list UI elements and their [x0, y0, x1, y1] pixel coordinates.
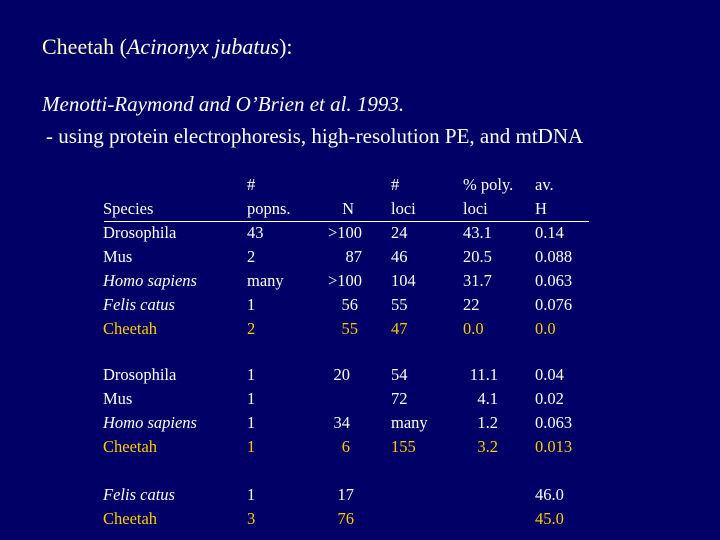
header-loci-line2: loci [391, 199, 416, 218]
g1-species-mus: Mus [103, 247, 133, 266]
citation: Menotti-Raymond and O’Brien et al. 1993. [42, 92, 405, 116]
g1-loci-homo: 104 [391, 271, 416, 290]
slide-title [42, 34, 293, 60]
g2-poly-cheetah: 3.2 [477, 437, 498, 456]
g3-n-felis: 17 [337, 485, 354, 504]
g1-loci-cheetah: 47 [391, 319, 408, 338]
g1-poly-felis: 22 [463, 295, 480, 314]
g1-popns-homo: many [247, 271, 284, 290]
header-poly-line2: loci [463, 199, 488, 218]
header-loci-line1: # [391, 175, 400, 194]
method-line: - using protein electrophoresis, high-resolution PE, and mtDNA [46, 124, 584, 148]
g1-popns-drosophila: 43 [247, 223, 264, 242]
g2-poly-homo: 1.2 [477, 413, 498, 432]
g1-h-felis: 0.076 [535, 295, 573, 314]
title-open-paren: ( [114, 34, 127, 59]
title-scientific-name: Acinonyx jubatus [126, 34, 280, 59]
g1-n-cheetah: 55 [341, 319, 358, 338]
g2-species-drosophila: Drosophila [103, 365, 177, 384]
g1-poly-mus: 20.5 [463, 247, 492, 266]
header-n: N [342, 199, 354, 218]
g2-popns-cheetah: 1 [247, 437, 256, 456]
g2-h-homo: 0.063 [535, 413, 573, 432]
g2-species-homo: Homo sapiens [103, 413, 197, 432]
g1-loci-drosophila: 24 [391, 223, 408, 242]
g1-h-cheetah: 0.0 [535, 319, 556, 338]
g1-poly-homo: 31.7 [463, 271, 492, 290]
g3-species-felis: Felis catus [103, 485, 175, 504]
g1-h-drosophila: 0.14 [535, 223, 564, 242]
g2-n-cheetah: 6 [341, 437, 350, 456]
g2-loci-mus: 72 [391, 389, 408, 408]
g3-popns-cheetah: 3 [247, 509, 256, 528]
g2-species-mus: Mus [103, 389, 133, 408]
header-poly-line1: % poly. [463, 175, 514, 194]
g1-h-mus: 0.088 [535, 247, 573, 266]
g2-loci-homo: many [391, 413, 428, 432]
g3-h-cheetah: 45.0 [535, 509, 564, 528]
g2-n-homo: 34 [333, 413, 350, 432]
g2-h-drosophila: 0.04 [535, 365, 564, 384]
g1-n-mus: 87 [345, 247, 362, 266]
g1-species-homo: Homo sapiens [103, 271, 197, 290]
g2-poly-drosophila: 11.1 [469, 365, 498, 384]
g2-loci-drosophila: 54 [391, 365, 408, 384]
g1-n-drosophila: >100 [327, 223, 362, 242]
header-popns-line1: # [247, 175, 256, 194]
header-underline [104, 221, 589, 222]
g2-loci-cheetah: 155 [391, 437, 416, 456]
g1-n-felis: 56 [341, 295, 358, 314]
g1-popns-cheetah: 2 [247, 319, 256, 338]
g1-popns-felis: 1 [247, 295, 256, 314]
header-h-line1: av. [535, 175, 554, 194]
g3-popns-felis: 1 [247, 485, 256, 504]
header-popns-line2: popns. [247, 199, 291, 218]
header-h-line2: H [535, 199, 547, 218]
g1-species-drosophila: Drosophila [103, 223, 177, 242]
g2-h-mus: 0.02 [535, 389, 564, 408]
g2-species-cheetah: Cheetah [103, 437, 158, 456]
g1-loci-felis: 55 [391, 295, 408, 314]
g1-poly-cheetah: 0.0 [463, 319, 484, 338]
g1-loci-mus: 46 [391, 247, 408, 266]
g1-species-cheetah: Cheetah [103, 319, 158, 338]
g2-popns-mus: 1 [247, 389, 256, 408]
g2-poly-mus: 4.1 [477, 389, 498, 408]
title-close-paren: ): [279, 34, 293, 59]
g3-h-felis: 46.0 [535, 485, 564, 504]
g2-n-drosophila: 20 [333, 365, 350, 384]
g2-h-cheetah: 0.013 [535, 437, 573, 456]
g1-popns-mus: 2 [247, 247, 256, 266]
g1-species-felis: Felis catus [103, 295, 175, 314]
header-species: Species [103, 199, 154, 218]
g1-n-homo: >100 [327, 271, 362, 290]
title-common-name: Cheetah [42, 34, 115, 59]
g3-species-cheetah: Cheetah [103, 509, 158, 528]
g1-poly-drosophila: 43.1 [463, 223, 492, 242]
g2-popns-drosophila: 1 [247, 365, 256, 384]
g1-h-homo: 0.063 [535, 271, 573, 290]
g3-n-cheetah: 76 [337, 509, 354, 528]
g2-popns-homo: 1 [247, 413, 256, 432]
